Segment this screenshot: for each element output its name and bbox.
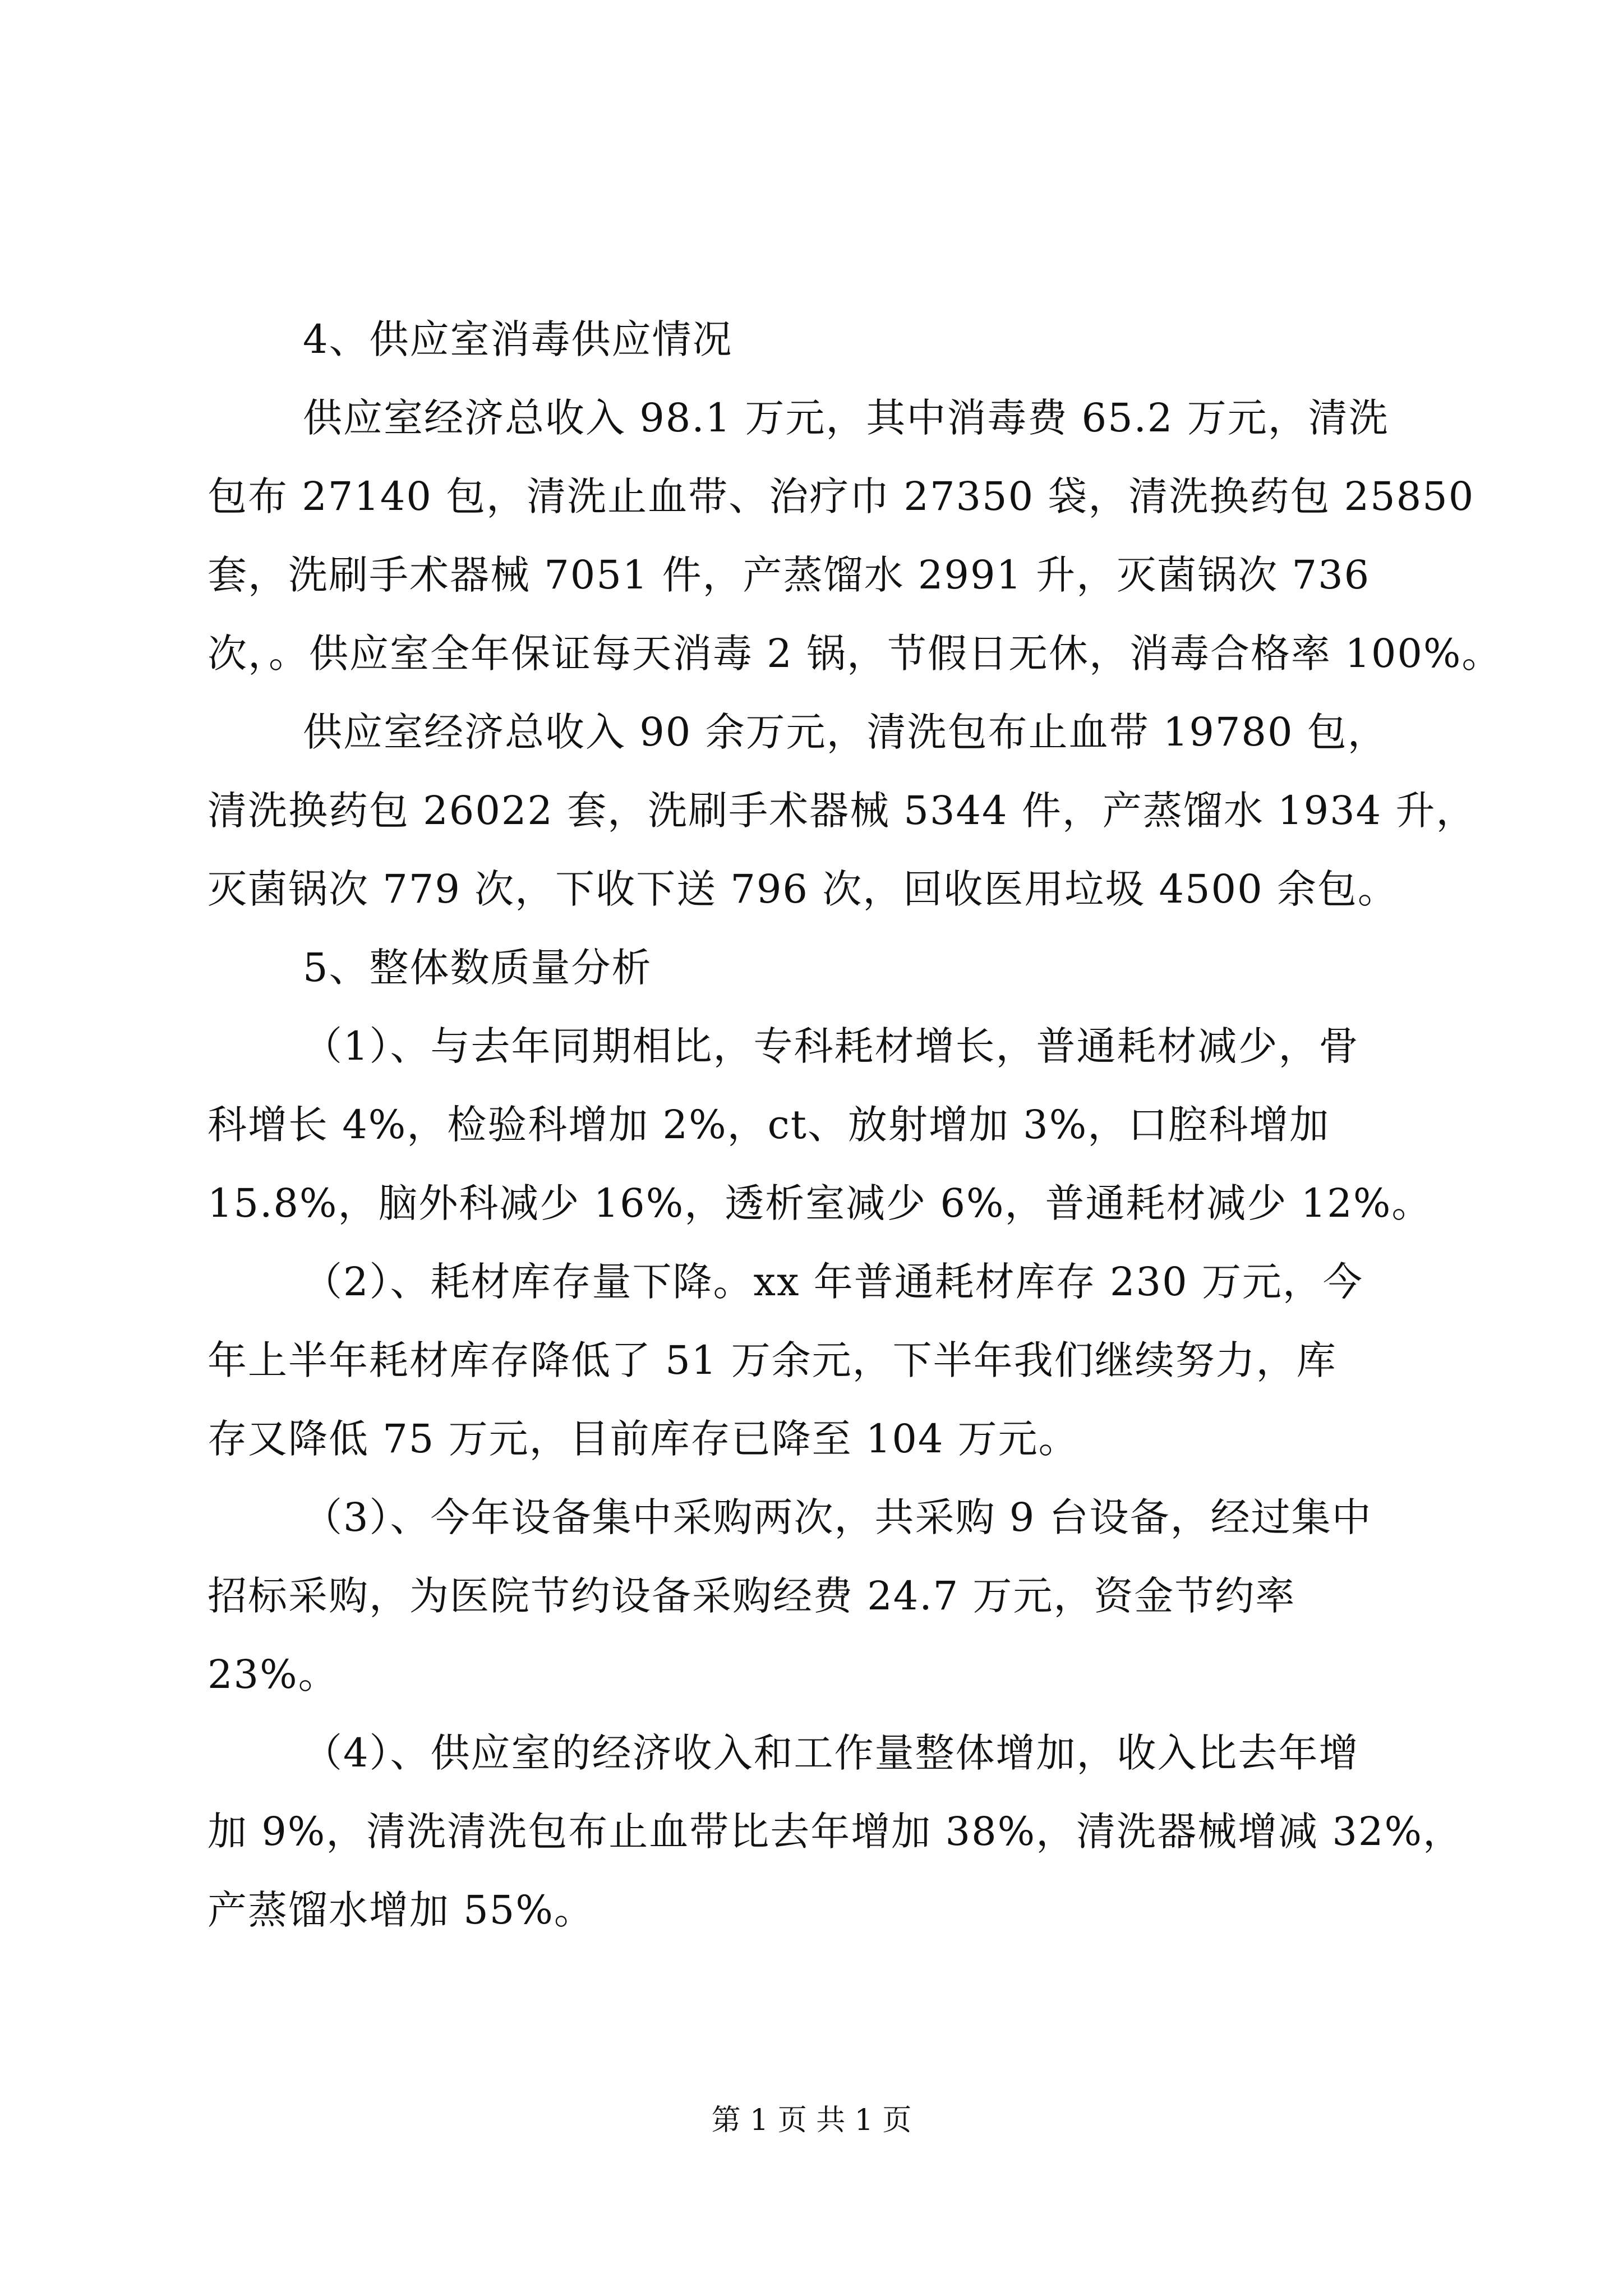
paragraph-line: 产蒸馏水增加 55%。 (208, 1887, 594, 1933)
page-footer: 第 1 页 共 1 页 (711, 2104, 912, 2137)
paragraph-line: 供应室经济总收入 98.1 万元，其中消毒费 65.2 万元，清洗 (303, 395, 1389, 441)
paragraph-line: 供应室经济总收入 90 余万元，清洗包布止血带 19780 包， (303, 709, 1388, 755)
paragraph-line: 15.8%，脑外科减少 16%，透析室减少 6%，普通耗材减少 12%。 (208, 1180, 1432, 1226)
paragraph-line: 存又降低 75 万元，目前库存已降至 104 万元。 (208, 1416, 1079, 1462)
paragraph-line: 年上半年耗材库存降低了 51 万余元，下半年我们继续努力，库 (208, 1337, 1337, 1383)
paragraph-line: 科增长 4%，检验科增加 2%，ct、放射增加 3%，口腔科增加 (208, 1102, 1330, 1148)
paragraph-line: 包布 27140 包，清洗止血带、治疗巾 27350 袋，清洗换药包 25850 (208, 473, 1475, 519)
paragraph-line: （2）、耗材库存量下降。xx 年普通耗材库存 230 万元，今 (303, 1259, 1363, 1305)
paragraph-line: 灭菌锅次 779 次，下收下送 796 次，回收医用垃圾 4500 余包。 (208, 866, 1398, 912)
paragraph-line: （3）、今年设备集中采购两次，共采购 9 台设备，经过集中 (303, 1494, 1372, 1540)
paragraph-line: （1）、与去年同期相比，专科耗材增长，普通耗材减少，骨 (303, 1023, 1359, 1069)
paragraph-line: 加 9%，清洗清洗包布止血带比去年增加 38%，清洗器械增减 32%， (208, 1809, 1463, 1855)
paragraph-line: 招标采购，为医院节约设备采购经费 24.7 万元，资金节约率 (208, 1573, 1296, 1619)
paragraph-line: 次，。供应室全年保证每天消毒 2 锅，节假日无休，消毒合格率 100%。 (208, 631, 1502, 677)
section-heading-5: 5、整体数质量分析 (303, 945, 652, 991)
section-heading-4: 4、供应室消毒供应情况 (303, 316, 733, 362)
paragraph-line: （4）、供应室的经济收入和工作量整体增加，收入比去年增 (303, 1730, 1359, 1776)
paragraph-line: 23%。 (208, 1651, 339, 1697)
paragraph-line: 清洗换药包 26022 套，洗刷手术器械 5344 件，产蒸馏水 1934 升， (208, 788, 1477, 834)
paragraph-line: 套，洗刷手术器械 7051 件，产蒸馏水 2991 升，灭菌锅次 736 (208, 552, 1371, 598)
